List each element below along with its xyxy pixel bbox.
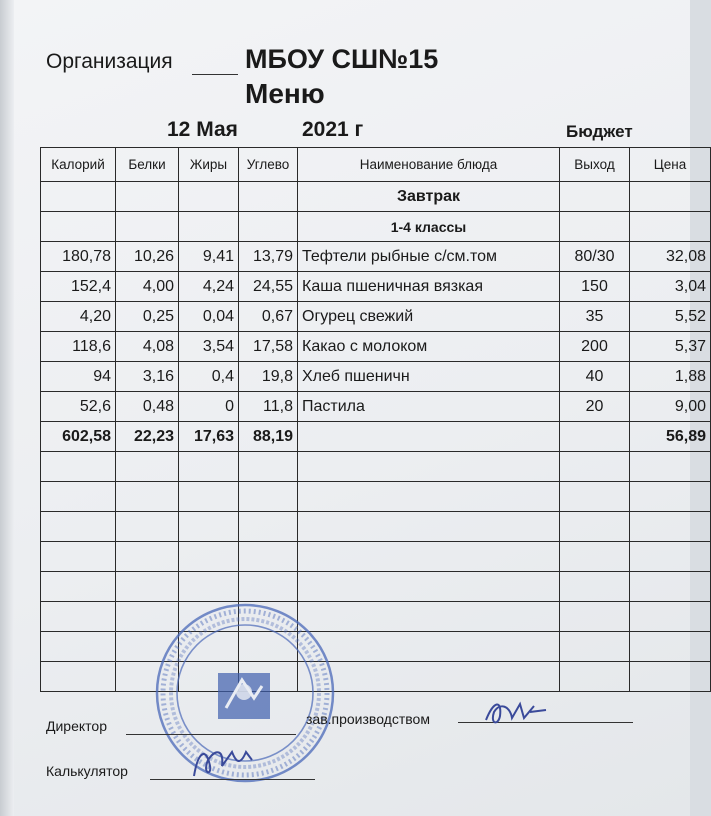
empty-cell bbox=[630, 482, 711, 512]
empty-cell bbox=[239, 572, 298, 602]
cell-dish-name: Каша пшеничная вязкая bbox=[298, 272, 560, 302]
cell-carbs: 19,8 bbox=[239, 362, 298, 392]
cell-calories: 4,20 bbox=[41, 302, 116, 332]
cell-output: 20 bbox=[560, 392, 630, 422]
empty-cell bbox=[239, 512, 298, 542]
empty-cell bbox=[630, 542, 711, 572]
director-signature-line bbox=[126, 734, 296, 735]
table-row bbox=[41, 362, 711, 392]
cell-price: 32,08 bbox=[630, 242, 711, 272]
cell-price: 5,52 bbox=[630, 302, 711, 332]
total-carbs: 88,19 bbox=[239, 422, 298, 452]
empty-cell bbox=[560, 632, 630, 662]
totals-row bbox=[41, 422, 711, 452]
total-fats: 17,63 bbox=[179, 422, 239, 452]
school-name: МБОУ СШ№15 bbox=[245, 44, 439, 74]
organization-label: Организация bbox=[46, 50, 173, 73]
empty-cell bbox=[41, 662, 116, 692]
empty-cell bbox=[298, 512, 560, 542]
empty-cell bbox=[560, 482, 630, 512]
subsection-title: 1-4 классы bbox=[298, 212, 560, 242]
empty-row bbox=[41, 662, 711, 692]
table-row bbox=[41, 332, 711, 362]
cell-dish-name: Пастила bbox=[298, 392, 560, 422]
total-empty-dish bbox=[298, 422, 560, 452]
empty-cell bbox=[179, 452, 239, 482]
cell-output: 200 bbox=[560, 332, 630, 362]
empty-cell bbox=[560, 602, 630, 632]
cell-carbs: 17,58 bbox=[239, 332, 298, 362]
page-title: Меню bbox=[245, 78, 325, 109]
cell-carbs: 13,79 bbox=[239, 242, 298, 272]
cell-calories: 118,6 bbox=[41, 332, 116, 362]
cell-price: 1,88 bbox=[630, 362, 711, 392]
cell-proteins: 10,26 bbox=[116, 242, 179, 272]
empty-cell bbox=[298, 542, 560, 572]
cell-calories: 52,6 bbox=[41, 392, 116, 422]
cell-price: 3,04 bbox=[630, 272, 711, 302]
empty-cell bbox=[630, 602, 711, 632]
col-header-calories: Калорий bbox=[41, 148, 116, 182]
cell-output: 35 bbox=[560, 302, 630, 332]
section-title: Завтрак bbox=[298, 182, 560, 212]
empty-cell bbox=[630, 632, 711, 662]
empty-cell bbox=[116, 572, 179, 602]
empty-cell bbox=[630, 452, 711, 482]
production-label: зав.производством bbox=[306, 711, 430, 727]
total-proteins: 22,23 bbox=[116, 422, 179, 452]
empty-cell bbox=[116, 512, 179, 542]
cell-proteins: 4,00 bbox=[116, 272, 179, 302]
section-row bbox=[41, 182, 711, 212]
cell-calories: 94 bbox=[41, 362, 116, 392]
empty-cell bbox=[298, 482, 560, 512]
total-price: 56,89 bbox=[630, 422, 711, 452]
empty-cell bbox=[41, 482, 116, 512]
empty-row bbox=[41, 632, 711, 662]
cell-carbs: 11,8 bbox=[239, 392, 298, 422]
calculator-label: Калькулятор bbox=[46, 763, 128, 779]
empty-cell bbox=[630, 512, 711, 542]
cell-proteins: 0,48 bbox=[116, 392, 179, 422]
col-header-carbs: Углево bbox=[239, 148, 298, 182]
total-calories: 602,58 bbox=[41, 422, 116, 452]
table-row bbox=[41, 302, 711, 332]
empty-cell bbox=[41, 542, 116, 572]
cell-dish-name: Огурец свежий bbox=[298, 302, 560, 332]
cell-calories: 180,78 bbox=[41, 242, 116, 272]
cell-fats: 0,04 bbox=[179, 302, 239, 332]
page-shadow bbox=[0, 0, 14, 816]
empty-cell bbox=[116, 542, 179, 572]
empty-row bbox=[41, 572, 711, 602]
table-row bbox=[41, 242, 711, 272]
cell-output: 150 bbox=[560, 272, 630, 302]
empty-cell bbox=[239, 482, 298, 512]
empty-cell bbox=[41, 632, 116, 662]
col-header-fats: Жиры bbox=[179, 148, 239, 182]
empty-cell bbox=[179, 572, 239, 602]
cell-fats: 9,41 bbox=[179, 242, 239, 272]
cell-calories: 152,4 bbox=[41, 272, 116, 302]
cell-price: 5,37 bbox=[630, 332, 711, 362]
cell-proteins: 3,16 bbox=[116, 362, 179, 392]
production-signature-scribble bbox=[480, 696, 550, 730]
col-header-proteins: Белки bbox=[116, 148, 179, 182]
cell-dish-name: Какао с молоком bbox=[298, 332, 560, 362]
cell-proteins: 4,08 bbox=[116, 332, 179, 362]
empty-row bbox=[41, 452, 711, 482]
menu-date-day: 12 Мая bbox=[167, 118, 238, 141]
empty-cell bbox=[116, 452, 179, 482]
empty-cell bbox=[560, 452, 630, 482]
cell-carbs: 0,67 bbox=[239, 302, 298, 332]
empty-cell bbox=[41, 602, 116, 632]
cell-fats: 4,24 bbox=[179, 272, 239, 302]
subsection-row bbox=[41, 212, 711, 242]
col-header-output: Выход bbox=[560, 148, 630, 182]
empty-cell bbox=[179, 482, 239, 512]
table-header-row bbox=[41, 148, 711, 182]
menu-table bbox=[40, 147, 711, 692]
cell-fats: 3,54 bbox=[179, 332, 239, 362]
calculator-signature-scribble bbox=[188, 742, 258, 782]
empty-cell bbox=[560, 542, 630, 572]
empty-cell bbox=[630, 572, 711, 602]
cell-output: 80/30 bbox=[560, 242, 630, 272]
empty-cell bbox=[179, 512, 239, 542]
empty-cell bbox=[179, 542, 239, 572]
cell-output: 40 bbox=[560, 362, 630, 392]
table-row bbox=[41, 272, 711, 302]
empty-cell bbox=[239, 452, 298, 482]
empty-cell bbox=[298, 572, 560, 602]
empty-cell bbox=[560, 512, 630, 542]
empty-cell bbox=[239, 542, 298, 572]
col-header-price: Цена bbox=[630, 148, 711, 182]
cell-dish-name: Тефтели рыбные с/см.том bbox=[298, 242, 560, 272]
menu-date-year: 2021 г bbox=[302, 118, 364, 141]
empty-cell bbox=[630, 662, 711, 692]
empty-cell bbox=[116, 482, 179, 512]
cell-dish-name: Хлеб пшеничн bbox=[298, 362, 560, 392]
empty-row bbox=[41, 482, 711, 512]
empty-cell bbox=[41, 512, 116, 542]
cell-proteins: 0,25 bbox=[116, 302, 179, 332]
empty-row bbox=[41, 512, 711, 542]
empty-cell bbox=[41, 452, 116, 482]
organization-underline bbox=[192, 74, 238, 75]
empty-cell bbox=[41, 572, 116, 602]
cell-price: 9,00 bbox=[630, 392, 711, 422]
cell-fats: 0 bbox=[179, 392, 239, 422]
cell-carbs: 24,55 bbox=[239, 272, 298, 302]
budget-label: Бюджет bbox=[566, 122, 633, 141]
col-header-dish: Наименование блюда bbox=[298, 148, 560, 182]
total-empty-output bbox=[560, 422, 630, 452]
empty-cell bbox=[298, 452, 560, 482]
empty-row bbox=[41, 542, 711, 572]
empty-row bbox=[41, 602, 711, 632]
table-row bbox=[41, 392, 711, 422]
cell-fats: 0,4 bbox=[179, 362, 239, 392]
empty-cell bbox=[560, 572, 630, 602]
empty-cell bbox=[560, 662, 630, 692]
director-label: Директор bbox=[46, 718, 107, 734]
